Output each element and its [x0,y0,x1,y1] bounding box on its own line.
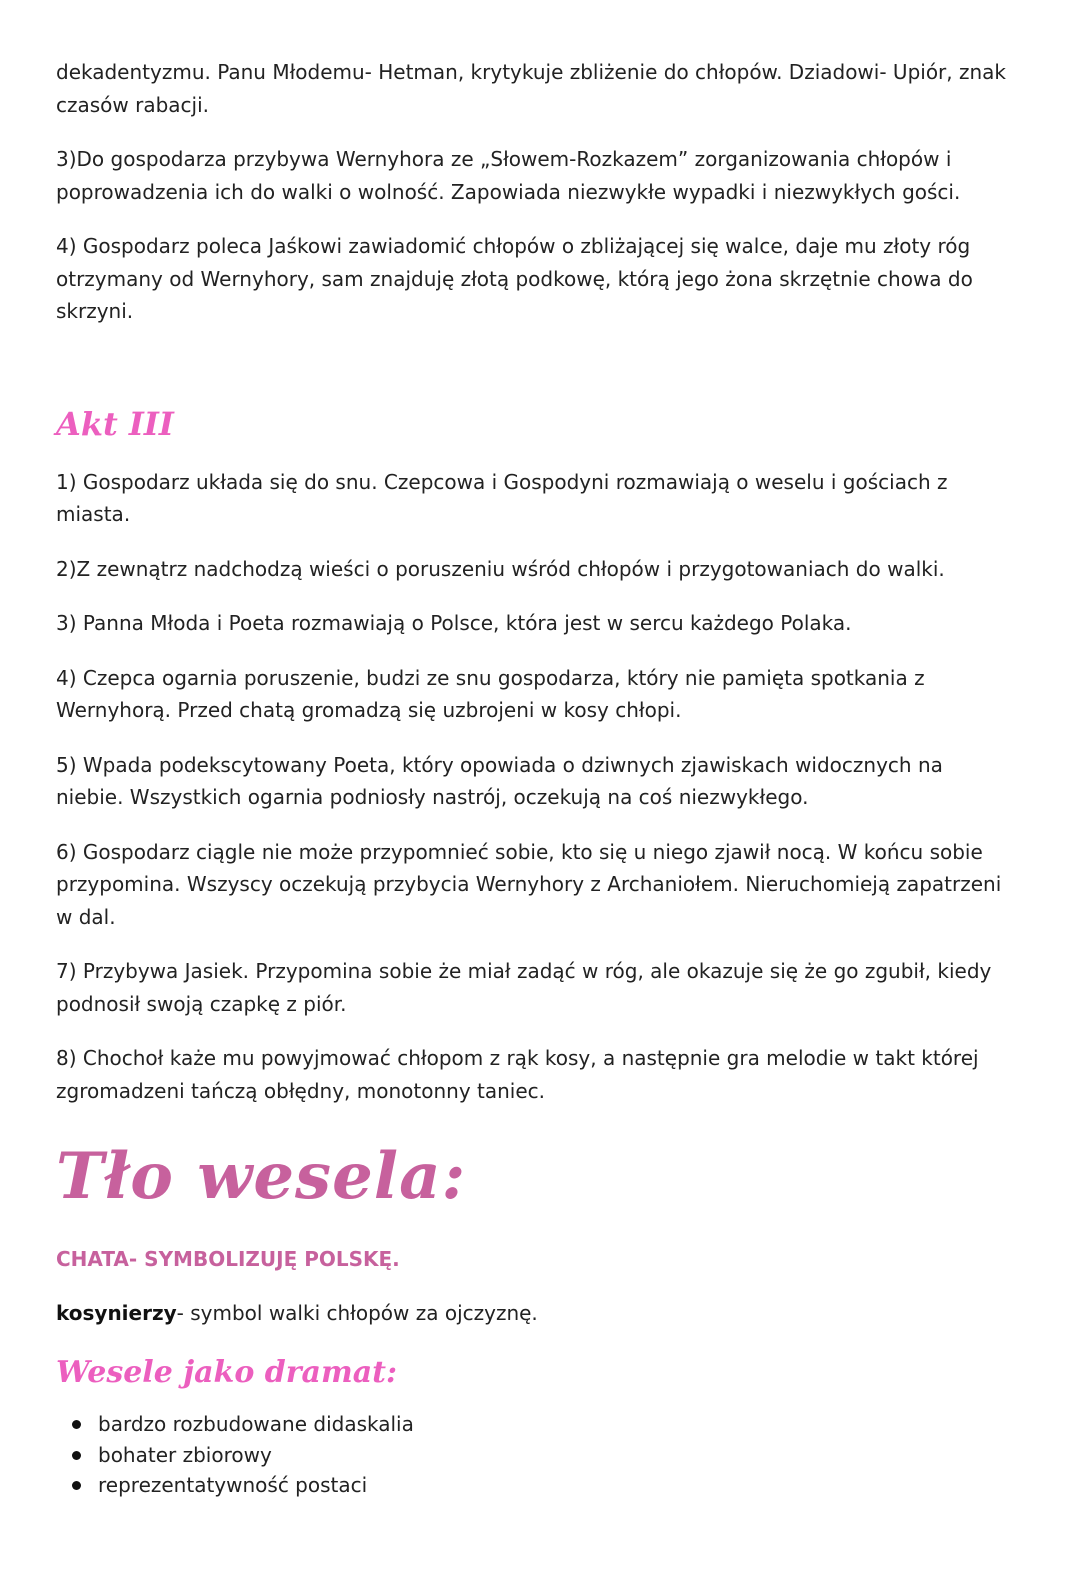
chata-symbol-line: CHATA- SYMBOLIZUJĘ POLSKĘ. [56,1247,400,1271]
list-item [56,1470,1016,1501]
akt3-item-6: 6) Gospodarz ciągle nie może przypomnieć sobie, kto się u niego zjawił nocą. W końcu sobie przypomina. Wszyscy oczekują przybycia Wernyhory z Archaniołem. Nieruchomieją zapatrzeni w dal. [56,839,1002,929]
list-item [56,1409,1016,1440]
list-item [56,1440,1016,1471]
paragraph-intro: dekadentyzmu. Panu Młodemu- Hetman, krytykuje zbliżenie do chłopów. Dziadowi- Upiór, znak czasów rabacji. [56,60,1006,117]
bullet-icon [72,1420,81,1429]
bullet-text: bohater zbiorowy [98,1442,272,1467]
bullet-text: bardzo rozbudowane didaskalia [98,1412,414,1436]
wesele-jako-dramat-heading: Wesele jako dramat: [56,1355,398,1390]
akt3-item-7: 7) Przybywa Jasiek. Przypomina sobie że miał zadąć w róg, ale okazuje się że go zgubił, kiedy podnosił swoją czapkę z piór. [56,959,992,1016]
akt3-item-3: 3) Panna Młoda i Poeta rozmawiają o Polsce, która jest w sercu każdego Polaka. [56,611,852,635]
tlo-wesela-heading: Tło wesela: [56,1139,467,1214]
bullet-icon [72,1451,81,1460]
dramat-bullet-list [56,1409,1016,1501]
akt3-item-5: 5) Wpada podekscytowany Poeta, który opowiada o dziwnych zjawiskach widocznych na niebie. Wszystkich ogarnia podniosły nastrój, oczekują na coś niezwykłego. [56,752,943,809]
kosynierzy-term: kosynierzy [56,1301,177,1325]
bullet-text: reprezentatywność postaci [98,1473,368,1497]
paragraph-akt2-3: 3)Do gospodarza przybywa Wernyhora ze „Słowem-Rozkazem” zorganizowania chłopów i poprowadzenia ich do walki o wolność. Zapowiada niezwykłe wypadki i niezwykłych gości. [56,147,961,204]
akt3-item-2: 2)Z zewnątrz nadchodzą wieści o poruszeniu wśród chłopów i przygotowaniach do walki. [56,556,945,581]
paragraph-akt2-4: 4) Gospodarz poleca Jaśkowi zawiadomić chłopów o zbliżającej się walce, daje mu złoty róg otrzymany od Wernyhory, sam znajduję złotą podkowę, którą jego żona skrzętnie chowa do skrzyni. [56,234,973,323]
kosynierzy-description: - symbol walki chłopów za ojczyznę. [176,1301,538,1325]
akt3-item-8: 8) Chochoł każe mu powyjmować chłopom z rąk kosy, a następnie gra melodie w takt której zgromadzeni tańczą obłędny, monotonny taniec. [56,1046,979,1103]
akt3-item-4: 4) Czepca ogarnia poruszenie, budzi ze snu gospodarza, który nie pamięta spotkania z Wernyhorą. Przed chatą gromadzą się uzbrojeni w kosy chłopi. [56,665,925,722]
bullet-icon [72,1481,81,1490]
document-page [56,56,1016,1501]
akt3-item-1: 1) Gospodarz układa się do snu. Czepcowa i Gospodyni rozmawiają o weselu i gościach z miasta. [56,469,948,526]
akt3-heading: Akt III [56,404,174,443]
kosynierzy-line [56,1297,1016,1329]
akt3-list [56,466,1016,1108]
